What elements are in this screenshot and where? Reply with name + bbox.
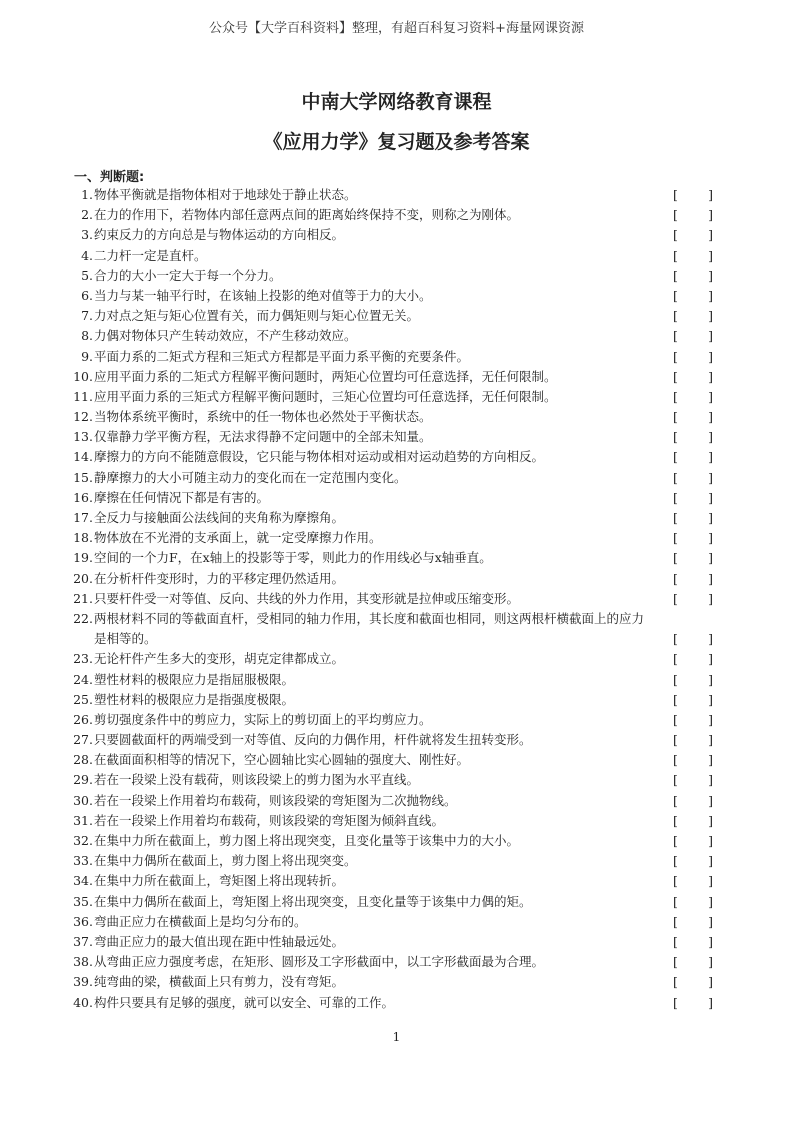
question-number: 26. bbox=[73, 711, 93, 727]
question-number: 14. bbox=[73, 449, 93, 465]
question-number: 35. bbox=[73, 893, 93, 909]
question-number: 37. bbox=[73, 933, 93, 949]
question-item bbox=[0, 952, 793, 972]
bracket-open: [ bbox=[673, 873, 678, 889]
question-item bbox=[0, 246, 793, 266]
question-text: 纯弯曲的梁，横截面上只有剪力，没有弯矩。 bbox=[94, 974, 345, 990]
bracket-open: [ bbox=[673, 308, 678, 324]
question-number: 28. bbox=[73, 752, 93, 768]
question-item bbox=[0, 912, 793, 932]
bracket-open: [ bbox=[673, 530, 678, 546]
bracket-open: [ bbox=[673, 409, 678, 425]
question-text: 无论杆件产生多大的变形，胡克定律都成立。 bbox=[94, 651, 345, 667]
bracket-open: [ bbox=[673, 227, 678, 243]
page-header: 公众号【大学百科资料】整理，有超百科复习资料+海量网课资源 bbox=[209, 21, 584, 36]
question-number: 3. bbox=[81, 227, 93, 243]
question-number: 18. bbox=[73, 530, 93, 546]
question-text: 当力与某一轴平行时，在该轴上投影的绝对值等于力的大小。 bbox=[94, 287, 432, 303]
bracket-open: [ bbox=[673, 550, 678, 566]
question-item bbox=[0, 387, 793, 407]
bracket-open: [ bbox=[673, 267, 678, 283]
bracket-open: [ bbox=[673, 651, 678, 667]
bracket-close: ] bbox=[708, 590, 713, 606]
question-text: 只要杆件受一对等值、反向、共线的外力作用，其变形就是拉伸或压缩变形。 bbox=[94, 590, 520, 606]
question-item bbox=[0, 427, 793, 447]
bracket-open: [ bbox=[673, 833, 678, 848]
question-item bbox=[0, 750, 793, 770]
question-text: 只要圆截面杆的两端受到一对等值、反向的力偶作用，杆件就将发生扭转变形。 bbox=[94, 732, 532, 748]
question-item bbox=[0, 447, 793, 467]
bracket-close: ] bbox=[708, 328, 713, 344]
bracket-open: [ bbox=[673, 287, 678, 303]
question-text: 弯曲正应力的最大值出现在距中性轴最远处。 bbox=[94, 933, 345, 949]
bracket-close: ] bbox=[708, 631, 713, 647]
question-item bbox=[0, 266, 793, 286]
question-number: 15. bbox=[73, 469, 93, 485]
question-number: 32. bbox=[73, 833, 93, 848]
question-number: 5. bbox=[81, 267, 93, 283]
document-title: 中南大学网络教育课程 bbox=[301, 91, 492, 113]
bracket-open: [ bbox=[673, 994, 678, 1010]
bracket-close: ] bbox=[708, 429, 713, 445]
question-text: 约束反力的方向总是与物体运动的方向相反。 bbox=[94, 227, 345, 243]
bracket-close: ] bbox=[708, 409, 713, 425]
question-list bbox=[0, 185, 793, 1013]
bracket-close: ] bbox=[708, 691, 713, 707]
question-number: 36. bbox=[73, 913, 93, 929]
question-item bbox=[0, 569, 793, 589]
question-item bbox=[0, 670, 793, 690]
bracket-close: ] bbox=[708, 873, 713, 889]
question-text: 二力杆一定是直杆。 bbox=[94, 247, 207, 263]
bracket-open: [ bbox=[673, 570, 678, 586]
question-text: 应用平面力系的二矩式方程解平衡问题时，两矩心位置均可任意选择，无任何限制。 bbox=[94, 368, 557, 384]
question-number: 7. bbox=[81, 308, 93, 324]
question-text: 构件只要具有足够的强度，就可以安全、可靠的工作。 bbox=[94, 994, 395, 1010]
bracket-open: [ bbox=[673, 590, 678, 606]
bracket-open: [ bbox=[673, 954, 678, 970]
question-number: 27. bbox=[73, 732, 93, 748]
bracket-open: [ bbox=[673, 792, 678, 808]
bracket-close: ] bbox=[708, 489, 713, 505]
question-item bbox=[0, 185, 793, 205]
bracket-close: ] bbox=[708, 570, 713, 586]
question-number: 19. bbox=[73, 550, 93, 566]
question-item bbox=[0, 831, 793, 851]
question-number: 2. bbox=[81, 207, 93, 223]
question-text: 力偶对物体只产生转动效应，不产生移动效应。 bbox=[94, 328, 357, 344]
bracket-open: [ bbox=[673, 388, 678, 404]
bracket-open: [ bbox=[673, 812, 678, 828]
question-item bbox=[0, 367, 793, 387]
question-item bbox=[0, 851, 793, 871]
question-number: 11. bbox=[73, 388, 93, 404]
page-number: 1 bbox=[392, 1030, 401, 1044]
bracket-open: [ bbox=[673, 489, 678, 505]
question-item bbox=[0, 468, 793, 488]
bracket-close: ] bbox=[708, 187, 713, 202]
question-text: 在集中力偶所在截面上，剪力图上将出现突变。 bbox=[94, 853, 357, 869]
question-text: 摩擦在任何情况下都是有害的。 bbox=[94, 489, 270, 505]
bracket-open: [ bbox=[673, 691, 678, 707]
question-text: 当物体系统平衡时，系统中的任一物体也必然处于平衡状态。 bbox=[94, 409, 432, 425]
bracket-close: ] bbox=[708, 893, 713, 909]
question-text: 在截面面积相等的情况下，空心圆轴比实心圆轴的强度大、刚性好。 bbox=[94, 752, 470, 768]
question-number: 13. bbox=[73, 429, 93, 445]
question-text: 塑性材料的极限应力是指强度极限。 bbox=[94, 691, 295, 707]
bracket-open: [ bbox=[673, 328, 678, 344]
bracket-open: [ bbox=[673, 510, 678, 525]
question-item bbox=[0, 871, 793, 891]
question-item bbox=[0, 205, 793, 225]
question-text: 在分析杆件变形时，力的平移定理仍然适用。 bbox=[94, 570, 345, 586]
question-text: 在集中力所在截面上，剪力图上将出现突变，且变化量等于该集中力的大小。 bbox=[94, 833, 520, 848]
question-text: 合力的大小一定大于每一个分力。 bbox=[94, 267, 282, 283]
bracket-open: [ bbox=[673, 853, 678, 869]
question-number: 29. bbox=[73, 772, 93, 788]
bracket-close: ] bbox=[708, 651, 713, 667]
bracket-close: ] bbox=[708, 772, 713, 788]
bracket-open: [ bbox=[673, 732, 678, 748]
bracket-close: ] bbox=[708, 792, 713, 808]
bracket-close: ] bbox=[708, 550, 713, 566]
question-text: 摩擦力的方向不能随意假设，它只能与物体相对运动或相对运动趋势的方向相反。 bbox=[94, 449, 545, 465]
question-text: 全反力与接触面公法线间的夹角称为摩擦角。 bbox=[94, 510, 345, 525]
bracket-close: ] bbox=[708, 974, 713, 990]
question-item bbox=[0, 488, 793, 508]
question-text: 塑性材料的极限应力是指屈服极限。 bbox=[94, 671, 295, 687]
question-text: 空间的一个力F，在x轴上的投影等于零，则此力的作用线必与x轴垂直。 bbox=[94, 550, 492, 566]
question-number: 12. bbox=[73, 409, 93, 425]
question-text: 静摩擦力的大小可随主动力的变化而在一定范围内变化。 bbox=[94, 469, 407, 485]
question-item bbox=[0, 225, 793, 245]
bracket-close: ] bbox=[708, 510, 713, 525]
bracket-close: ] bbox=[708, 812, 713, 828]
question-item bbox=[0, 286, 793, 306]
bracket-open: [ bbox=[673, 893, 678, 909]
question-item bbox=[0, 730, 793, 750]
bracket-open: [ bbox=[673, 671, 678, 687]
question-item bbox=[0, 892, 793, 912]
question-item bbox=[0, 609, 793, 629]
bracket-close: ] bbox=[708, 247, 713, 263]
question-number: 33. bbox=[73, 853, 93, 869]
question-text: 在力的作用下，若物体内部任意两点间的距离始终保持不变，则称之为刚体。 bbox=[94, 207, 520, 223]
question-item bbox=[0, 791, 793, 811]
bracket-close: ] bbox=[708, 388, 713, 404]
bracket-open: [ bbox=[673, 348, 678, 364]
bracket-close: ] bbox=[708, 469, 713, 485]
question-number: 10. bbox=[73, 368, 93, 384]
question-number: 24. bbox=[73, 671, 93, 687]
question-item bbox=[0, 710, 793, 730]
bracket-close: ] bbox=[708, 368, 713, 384]
question-text: 若在一段梁上作用着均布载荷，则该段梁的弯矩图为二次抛物线。 bbox=[94, 792, 457, 808]
question-text: 剪切强度条件中的剪应力，实际上的剪切面上的平均剪应力。 bbox=[94, 711, 432, 727]
question-number: 6. bbox=[81, 287, 93, 303]
bracket-close: ] bbox=[708, 287, 713, 303]
bracket-open: [ bbox=[673, 974, 678, 990]
bracket-close: ] bbox=[708, 954, 713, 970]
bracket-open: [ bbox=[673, 368, 678, 384]
question-item bbox=[0, 347, 793, 367]
question-text: 在集中力偶所在截面上，弯矩图上将出现突变，且变化量等于该集中力偶的矩。 bbox=[94, 893, 532, 909]
bracket-close: ] bbox=[708, 267, 713, 283]
question-text: 若在一段梁上作用着均布载荷，则该段梁的弯矩图为倾斜直线。 bbox=[94, 812, 445, 828]
question-number: 23. bbox=[73, 651, 93, 667]
bracket-open: [ bbox=[673, 469, 678, 485]
question-number: 25. bbox=[73, 691, 93, 707]
bracket-open: [ bbox=[673, 631, 678, 647]
bracket-close: ] bbox=[708, 994, 713, 1010]
question-number: 40. bbox=[73, 994, 93, 1010]
bracket-open: [ bbox=[673, 429, 678, 445]
question-text: 力对点之矩与矩心位置有关，而力偶矩则与矩心位置无关。 bbox=[94, 308, 420, 324]
document-subtitle: 《应用力学》复习题及参考答案 bbox=[263, 131, 530, 153]
bracket-open: [ bbox=[673, 207, 678, 223]
bracket-close: ] bbox=[708, 913, 713, 929]
question-item bbox=[0, 407, 793, 427]
question-number: 38. bbox=[73, 954, 93, 970]
section-heading: 一、判断题: bbox=[74, 170, 145, 185]
question-number: 30. bbox=[73, 792, 93, 808]
question-number: 1. bbox=[81, 187, 93, 202]
question-item bbox=[0, 508, 793, 528]
question-item bbox=[0, 972, 793, 992]
question-number: 9. bbox=[81, 348, 93, 364]
question-item bbox=[0, 932, 793, 952]
question-number: 17. bbox=[73, 510, 93, 525]
question-number: 16. bbox=[73, 489, 93, 505]
bracket-open: [ bbox=[673, 913, 678, 929]
question-text: 物体放在不光滑的支承面上，就一定受摩擦力作用。 bbox=[94, 530, 382, 546]
bracket-open: [ bbox=[673, 711, 678, 727]
bracket-open: [ bbox=[673, 933, 678, 949]
bracket-close: ] bbox=[708, 348, 713, 364]
question-text: 平面力系的二矩式方程和三矩式方程都是平面力系平衡的充要条件。 bbox=[94, 348, 470, 364]
bracket-open: [ bbox=[673, 247, 678, 263]
bracket-close: ] bbox=[708, 449, 713, 465]
question-number: 34. bbox=[73, 873, 93, 889]
bracket-close: ] bbox=[708, 308, 713, 324]
question-text: 从弯曲正应力强度考虑，在矩形、圆形及工字形截面中，以工字形截面最为合理。 bbox=[94, 954, 545, 970]
question-text-continuation: 是相等的。 bbox=[94, 631, 157, 647]
question-item bbox=[0, 528, 793, 548]
question-number: 8. bbox=[81, 328, 93, 344]
question-item bbox=[0, 589, 793, 609]
bracket-close: ] bbox=[708, 933, 713, 949]
bracket-open: [ bbox=[673, 449, 678, 465]
bracket-open: [ bbox=[673, 772, 678, 788]
question-text: 在集中力所在截面上，弯矩图上将出现转折。 bbox=[94, 873, 345, 889]
question-number: 21. bbox=[73, 590, 93, 606]
bracket-close: ] bbox=[708, 853, 713, 869]
bracket-close: ] bbox=[708, 207, 713, 223]
question-item bbox=[0, 770, 793, 790]
bracket-close: ] bbox=[708, 671, 713, 687]
question-text: 应用平面力系的三矩式方程解平衡问题时，三矩心位置均可任意选择，无任何限制。 bbox=[94, 388, 557, 404]
question-item bbox=[0, 306, 793, 326]
bracket-close: ] bbox=[708, 752, 713, 768]
question-text: 仅靠静力学平衡方程，无法求得静不定问题中的全部未知量。 bbox=[94, 429, 432, 445]
question-item bbox=[0, 548, 793, 568]
question-item bbox=[0, 690, 793, 710]
bracket-open: [ bbox=[673, 752, 678, 768]
question-item bbox=[0, 993, 793, 1013]
bracket-close: ] bbox=[708, 732, 713, 748]
bracket-close: ] bbox=[708, 530, 713, 546]
question-number: 4. bbox=[81, 247, 93, 263]
question-number: 22. bbox=[73, 610, 93, 626]
question-number: 20. bbox=[73, 570, 93, 586]
question-number: 39. bbox=[73, 974, 93, 990]
bracket-close: ] bbox=[708, 833, 713, 848]
question-text: 弯曲正应力在横截面上是均匀分布的。 bbox=[94, 913, 307, 929]
question-item bbox=[0, 649, 793, 669]
question-text: 物体平衡就是指物体相对于地球处于静止状态。 bbox=[94, 187, 357, 202]
question-item-continuation bbox=[0, 629, 793, 649]
question-text: 若在一段梁上没有载荷，则该段梁上的剪力图为水平直线。 bbox=[94, 772, 420, 788]
bracket-close: ] bbox=[708, 227, 713, 243]
question-text: 两根材料不同的等截面直杆，受相同的轴力作用，其长度和截面也相同，则这两根杆横截面上的应力 bbox=[94, 610, 645, 626]
bracket-close: ] bbox=[708, 711, 713, 727]
question-item bbox=[0, 811, 793, 831]
question-number: 31. bbox=[73, 812, 93, 828]
bracket-open: [ bbox=[673, 187, 678, 202]
question-item bbox=[0, 326, 793, 346]
